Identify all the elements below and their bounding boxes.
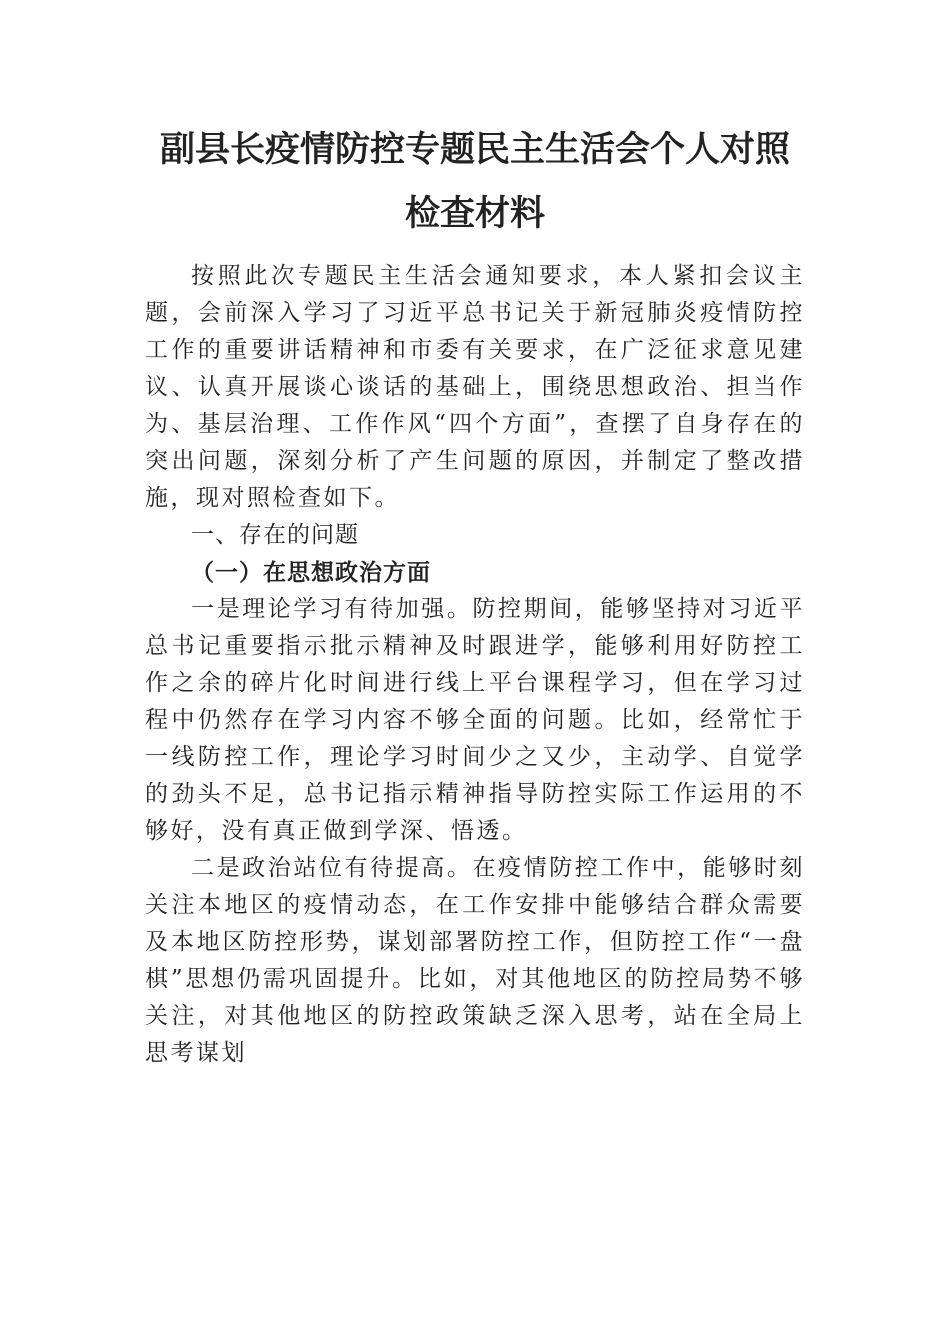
document-title	[125, 118, 825, 246]
subsection-heading-ideology: （一）在思想政治方面	[191, 559, 431, 586]
title-line-1: 副县长疫情防控专题民主生活会个人对照	[159, 129, 790, 170]
title-line-2: 检查材料	[404, 193, 545, 234]
document-body	[145, 258, 805, 1072]
document-page	[145, 118, 805, 1072]
paragraph-political-stance: 二是政治站位有待提高。在疫情防控工作中，能够时刻关注本地区的疫情动态，在工作安排中能够结合群众需要及本地区防控形势，谋划部署防控工作，但防控工作“一盘棋”思想仍需巩固提升。比如，对其他地区的防控局势不够关注，对其他地区的防控政策缺乏深入思考，站在全局上思考谋划	[145, 855, 805, 1066]
intro-paragraph: 按照此次专题民主生活会通知要求，本人紧扣会议主题，会前深入学习了习近平总书记关于新冠肺炎疫情防控工作的重要讲话精神和市委有关要求，在广泛征求意见建议、认真开展谈心谈话的基础上，围绕思想政治、担当作为、基层治理、工作作风“四个方面”，查摆了自身存在的突出问题，深刻分析了产生问题的原因，并制定了整改措施，现对照检查如下。	[145, 263, 805, 511]
paragraph-theory-study: 一是理论学习有待加强。防控期间，能够坚持对习近平总书记重要指示批示精神及时跟进学，能够利用好防控工作之余的碎片化时间进行线上平台课程学习，但在学习过程中仍然存在学习内容不够全面的问题。比如，经常忙于一线防控工作，理论学习时间少之又少，主动学、自觉学的劲头不足，总书记指示精神指导防控实际工作运用的不够好，没有真正做到学深、悟透。	[145, 596, 805, 844]
section-heading-problems: 一、存在的问题	[191, 522, 359, 548]
